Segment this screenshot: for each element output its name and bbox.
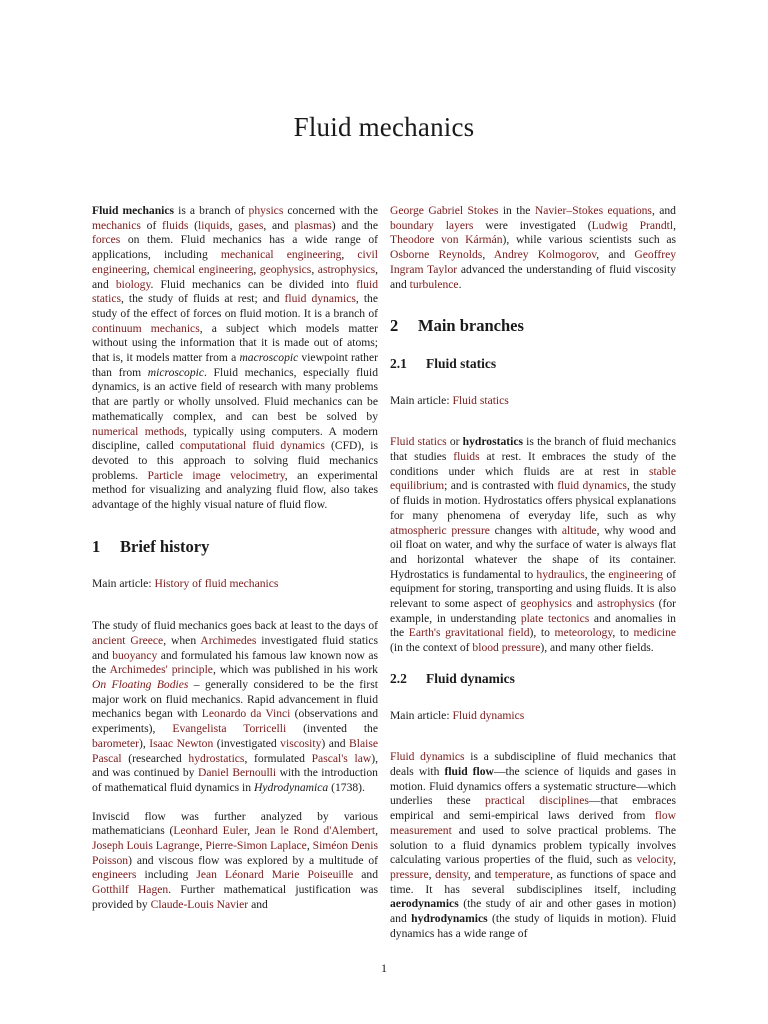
article-link[interactable]: stable equilibrium [390, 464, 676, 493]
article-link[interactable]: boundary layers [390, 218, 474, 232]
article-link[interactable]: hydraulics [536, 567, 585, 581]
article-link[interactable]: Osborne Reynolds [390, 248, 483, 262]
article-link[interactable]: fluids [162, 218, 189, 232]
article-link[interactable]: geophysics [259, 262, 312, 276]
heading-text: Fluid dynamics [426, 670, 515, 686]
article-link[interactable]: Siméon Denis Poisson [92, 839, 379, 867]
article-link[interactable]: Ludwig Prandtl [591, 218, 674, 232]
page-number: 1 [381, 961, 387, 975]
article-link[interactable]: gases [238, 218, 264, 232]
article-link[interactable]: fluid dynamics [284, 292, 356, 306]
paragraph: George Gabriel Stokes in the Navier–Stokes equations, and boundary layers were investigated (Ludwig Prandtl, Theodore von Kármán), while various scientists such as Osborne Reynolds, Andrey Kolmogorov, and Geoffrey Ingram Taylor advanced the understanding of fluid viscosity and turbulence. [390, 204, 677, 291]
heading-text: Main branches [418, 316, 524, 336]
article-link[interactable]: practical disciplines [485, 794, 589, 808]
subsection-heading [390, 357, 676, 372]
article-link[interactable]: Joseph Louis Lagrange [92, 839, 200, 853]
article-link[interactable]: blood pressure [472, 641, 541, 655]
article-link[interactable]: Navier–Stokes equations [534, 204, 652, 217]
bold-term: aerodynamics [390, 897, 459, 911]
article-link[interactable]: buoyancy [112, 648, 158, 662]
article-link[interactable]: engineers [92, 868, 137, 882]
article-link[interactable]: fluid statics [92, 277, 378, 306]
article-link[interactable]: On Floating Bodies [92, 677, 189, 691]
article-link[interactable]: barometer [92, 736, 139, 750]
article-link[interactable]: astrophysics [597, 597, 655, 611]
article-link[interactable]: Gotthilf Hagen [92, 883, 169, 897]
article-link[interactable]: atmospheric pressure [390, 523, 490, 537]
italic-term: macroscopic [239, 351, 299, 365]
bold-term: fluid flow [444, 764, 494, 778]
article-link[interactable]: biology [115, 277, 151, 291]
article-link[interactable]: Fluid dynamics [390, 750, 465, 764]
bold-term: Fluid mechanics [92, 204, 175, 217]
article-link[interactable]: meteorology [554, 626, 613, 640]
article-link[interactable]: Fluid statics [390, 435, 447, 449]
article-link[interactable]: liquids [198, 218, 230, 232]
article-link[interactable]: medicine [633, 626, 677, 640]
article-link[interactable]: Leonhard Euler [173, 824, 248, 838]
left-column [92, 204, 378, 927]
article-link[interactable]: temperature [494, 867, 551, 881]
heading-text: Brief history [120, 536, 210, 556]
article-link[interactable]: Evangelista Torricelli [172, 722, 287, 736]
article-link[interactable]: viscosity [280, 736, 322, 750]
article-link[interactable]: George Gabriel Stokes [390, 204, 499, 217]
article-link[interactable]: density [435, 867, 468, 881]
article-link[interactable]: engineering [608, 567, 664, 581]
article-link[interactable]: altitude [561, 523, 597, 537]
article-link[interactable]: Jean le Rond d'Alembert [254, 824, 376, 838]
article-link[interactable]: flow measurement [390, 809, 676, 837]
article-link[interactable]: plasmas [294, 218, 332, 232]
article-link[interactable]: Daniel Bernoulli [197, 766, 277, 780]
article-link[interactable]: Leonardo da Vinci [201, 707, 291, 721]
article-link[interactable]: physics [248, 204, 284, 217]
right-column [390, 204, 676, 955]
article-link[interactable]: civil engineering [92, 248, 378, 276]
article-link[interactable]: Fluid dynamics [452, 708, 525, 722]
paragraph: Fluid mechanics is a branch of physics concerned with the mechanics of fluids (liquids, gases, and plasmas) and the forces on them. Fluid mechanics has a wide range of applications, including mechanical engineering, civil engineering, chemical engineering, geophysics, astrophysics, and biology. Fluid mechanics can be divided into fluid statics, the study of fluids at rest; and fluid dynamics, the study of the effect of forces on fluid motion. It is a branch of continuum mechanics, a subject which models matter without using the information that it is made out of atoms; that is, it models matter from a macroscopic viewpoint rather than from microscopic. Fluid mechanics, especially fluid dynamics, is an active field of research with many problems that are partly or wholly unsolved. Fluid mechanics can be mathematically complex, and can best be solved by numerical methods, typically using computers. A modern discipline, called computational fluid dynamics (CFD), is devoted to this approach to solving fluid mechanics problems. Particle image velocimetry, an experimental method for visualizing and analyzing fluid flow, also takes advantage of the highly visual nature of fluid flow. [92, 204, 379, 512]
heading-number: 2.1 [390, 355, 407, 371]
bold-term: hydrostatics [462, 435, 523, 449]
article-link[interactable]: fluid dynamics [557, 479, 627, 493]
article-link[interactable]: mechanics [92, 218, 141, 232]
article-link[interactable]: Andrey Kolmogorov [493, 248, 597, 262]
article-link[interactable]: Jean Léonard Marie Poiseuille [196, 868, 354, 882]
article-link[interactable]: Blaise Pascal [92, 736, 378, 765]
article-link[interactable]: Claude-Louis Navier [150, 897, 249, 911]
article-link[interactable]: hydrostatics [188, 751, 245, 765]
article-link[interactable]: pressure [390, 867, 429, 881]
article-link[interactable]: Archimedes [200, 633, 257, 647]
article-link[interactable]: mechanical engineering [220, 248, 342, 262]
paragraph: The study of fluid mechanics goes back at least to the days of ancient Greece, when Archimedes investigated fluid statics and buoyancy and formulated his famous law known now as the Archimedes' principle, which was published in his work On Floating Bodies – generally considered to be the first major work on fluid mechanics. Rapid advancement in fluid mechanics began with Leonardo da Vinci (observations and experiments), Evangelista Torricelli (invented the barometer), Isaac Newton (investigated viscosity) and Blaise Pascal (researched hydrostatics, formulated Pascal's law), and was continued by Daniel Bernoulli with the introduction of mathematical fluid dynamics in Hydrodynamica (1738). [92, 619, 379, 794]
page-title: Fluid mechanics [293, 112, 475, 142]
article-link[interactable]: plate tectonics [520, 611, 590, 625]
article-link[interactable]: velocity [636, 853, 674, 867]
article-link[interactable]: computational fluid dynamics [179, 439, 325, 453]
article-link[interactable]: chemical engineering [153, 262, 254, 276]
article-link[interactable]: Geoffrey Ingram Taylor [390, 248, 677, 276]
article-link[interactable]: Pascal's law [311, 751, 372, 765]
heading-number: 2 [390, 316, 399, 336]
article-link[interactable]: Particle image velocimetry [147, 468, 285, 482]
paragraph: Inviscid flow was further analyzed by various mathematicians (Leonhard Euler, Jean le Rond d'Alembert, Joseph Louis Lagrange, Pierre-Simon Laplace, Siméon Denis Poisson) and viscous flow was explored by a multitude of engineers including Jean Léonard Marie Poiseuille and Gotthilf Hagen. Further mathematical justification was provided by Claude-Louis Navier and [92, 809, 379, 911]
article-link[interactable]: geophysics [520, 597, 572, 611]
article-link[interactable]: forces [92, 233, 121, 247]
section-heading [390, 316, 676, 336]
article-link[interactable]: continuum mechanics [92, 321, 200, 335]
article-link[interactable]: Pierre-Simon Laplace [205, 839, 307, 853]
article-link[interactable]: fluids [453, 450, 480, 464]
article-link[interactable]: History of fluid mechanics [154, 577, 279, 591]
italic-term: Hydrodynamica [253, 780, 329, 794]
subsection-heading [390, 672, 676, 687]
article-link[interactable]: ancient Greece [92, 633, 164, 647]
article-link[interactable]: Fluid statics [452, 393, 509, 407]
article-link[interactable]: Theodore von Kármán [390, 233, 503, 247]
main-article-note: Main article: Fluid dynamics [390, 708, 525, 722]
heading-text: Fluid statics [426, 355, 497, 371]
main-article-note: Main article: History of fluid mechanics [92, 577, 279, 591]
article-link[interactable]: Archimedes' principle [109, 663, 213, 677]
article-link[interactable]: turbulence [409, 277, 459, 291]
article-link[interactable]: Isaac Newton [149, 736, 214, 750]
main-article-note: Main article: Fluid statics [390, 393, 509, 407]
section-heading [92, 536, 378, 556]
italic-term: microscopic [147, 365, 205, 379]
article-link[interactable]: Earth's gravitational field [408, 626, 530, 640]
bold-term: hydrodynamics [411, 912, 488, 926]
article-link[interactable]: astrophysics [317, 262, 376, 276]
heading-number: 2.2 [390, 670, 407, 686]
article-link[interactable]: numerical methods [92, 424, 184, 438]
paragraph: Fluid statics or hydrostatics is the branch of fluid mechanics that studies fluids at rest. It embraces the study of the conditions under which fluids are at rest in stable equilibrium; and is contrasted with fluid dynamics, the study of fluids in motion. Hydrostatics offers physical explanations for many phenomena of everyday life, such as why atmospheric pressure changes with altitude, why wood and oil float on water, and why the surface of water is always flat and horizontal whatever the shape of its container. Hydrostatics is fundamental to hydraulics, the engineering of equipment for storing, transporting and using fluids. It is also relevant to some aspect of geophysics and astrophysics (for example, in understanding plate tectonics and anomalies in the Earth's gravitational field), to meteorology, to medicine (in the context of blood pressure), and many other fields. [390, 435, 677, 655]
heading-number: 1 [92, 536, 101, 556]
paragraph: Fluid dynamics is a subdiscipline of fluid mechanics that deals with fluid flow—the science of liquids and gases in motion. Fluid dynamics offers a systematic structure—which underlies these practical disciplines—that embraces empirical and semi-empirical laws derived from flow measurement and used to solve practical problems. The solution to a fluid dynamics problem typically involves calculating various properties of the fluid, such as velocity, pressure, density, and temperature, as functions of space and time. It has several subdisciplines itself, including aerodynamics (the study of air and other gases in motion) and hydrodynamics (the study of liquids in motion). Fluid dynamics has a wide range of [390, 750, 677, 940]
